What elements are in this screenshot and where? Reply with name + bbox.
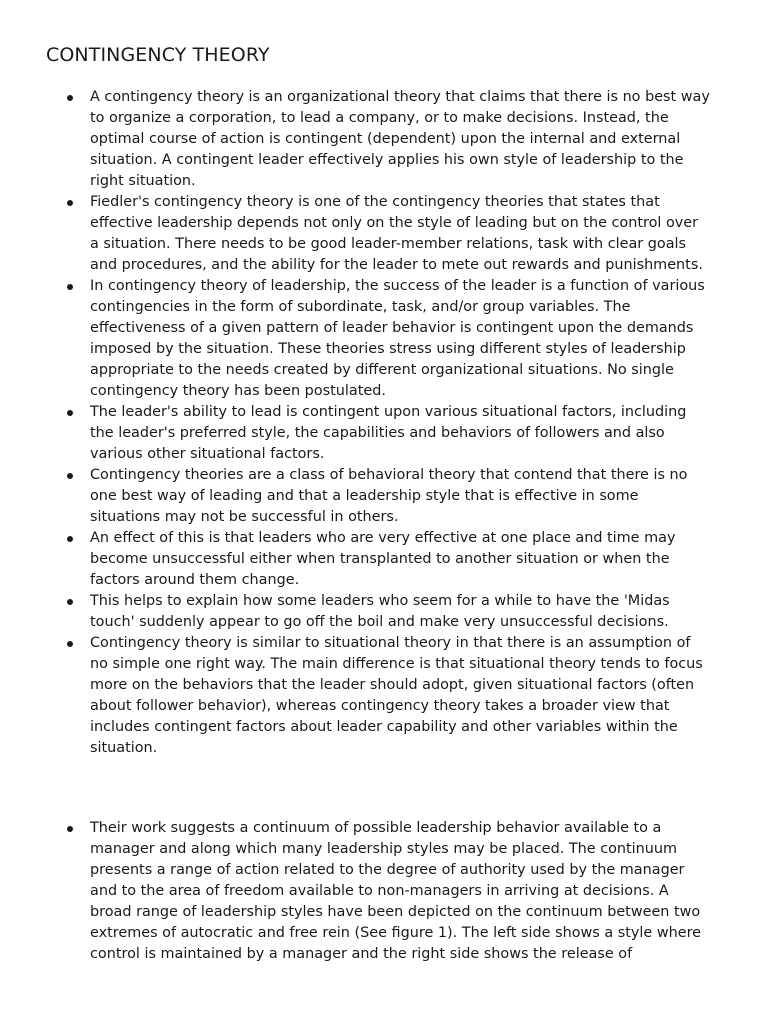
bullet-icon: [67, 473, 73, 479]
bullet-icon: [67, 200, 73, 206]
list-item-text: Contingency theories are a class of behavioral theory that contend that there is no one best way of leading and that a leadership style that is effective in some situations may not be successful in others.: [90, 467, 688, 525]
list-item: [0, 818, 710, 965]
bullet-icon: [67, 826, 73, 832]
bullet-icon: [67, 95, 73, 101]
list-item: [0, 591, 710, 633]
bullet-icon: [67, 536, 73, 542]
list-item-text: In contingency theory of leadership, the success of the leader is a function of various contingencies in the form of subordinate, task, and/or group variables. The effectiveness of a given pattern of leader behavior is contingent upon the demands imposed by the situation. These theories stress using different styles of leadership appropriate to the needs created by different organizational situations. No single contingency theory has been postulated.: [90, 278, 705, 399]
list-item: [0, 192, 710, 276]
bullet-icon: [67, 599, 73, 605]
list-item: [0, 87, 710, 192]
bullet-icon: [67, 410, 73, 416]
list-item: [0, 276, 710, 402]
list-item-text: The leader's ability to lead is contingent upon various situational factors, including the leader's preferred style, the capabilities and behaviors of followers and also various other situational factors.: [90, 404, 687, 462]
bullet-list-main: [0, 87, 768, 759]
list-item-text: A contingency theory is an organizational theory that claims that there is no best way to organize a corporation, to lead a company, or to make decisions. Instead, the optimal course of action is contingent (dependent) upon the internal and external situation. A contingent leader effectively applies his own style of leadership to the right situation.: [90, 89, 710, 189]
bullet-icon: [67, 284, 73, 290]
list-item-text: An effect of this is that leaders who are very effective at one place and time may become unsuccessful either when transplanted to another situation or when the factors around them change.: [90, 530, 676, 588]
list-item-text: Their work suggests a continuum of possible leadership behavior available to a manager and along which many leadership styles may be placed. The continuum presents a range of action related to the degree of authority used by the manager and to the area of freedom available to non-managers in arriving at decisions. A broad range of leadership styles have been depicted on the continuum between two extremes of autocratic and free rein (See figure 1). The left side shows a style where control is maintained by a manager and the right side shows the release of: [90, 820, 702, 962]
list-item-text: Contingency theory is similar to situational theory in that there is an assumption of no simple one right way. The main difference is that situational theory tends to focus more on the behaviors that the leader should adopt, given situational factors (often about follower behavior), whereas contingency theory takes a broader view that includes contingent factors about leader capability and other variables within the situation.: [90, 635, 703, 756]
list-item-text: This helps to explain how some leaders who seem for a while to have the 'Midas touch' suddenly appear to go off the boil and make very unsuccessful decisions.: [90, 593, 670, 630]
list-item: [0, 402, 710, 465]
page-title: CONTINGENCY THEORY: [46, 44, 270, 66]
bullet-list-secondary: [0, 818, 768, 965]
bullet-icon: [67, 641, 73, 647]
list-item-text: Fiedler's contingency theory is one of the contingency theories that states that effective leadership depends not only on the style of leading but on the control over a situation. There needs to be good leader-member relations, task with clear goals and procedures, and the ability for the leader to mete out rewards and punishments.: [90, 194, 703, 273]
list-item: [0, 465, 710, 528]
list-item: [0, 633, 710, 759]
list-item: [0, 528, 710, 591]
